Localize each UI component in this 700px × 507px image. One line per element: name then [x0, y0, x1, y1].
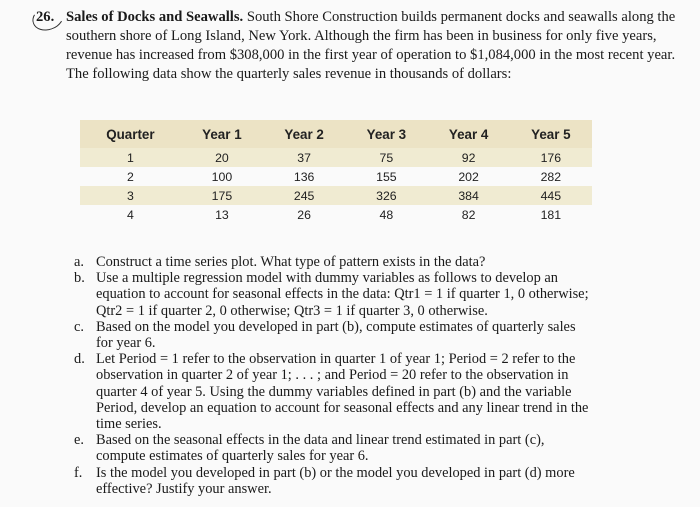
question-c — [74, 319, 594, 351]
question-letter: e. — [74, 432, 84, 449]
question-text: Let Period = 1 refer to the observation in quarter 1 of year 1; Period = 2 refer to the observation in quarter 2 of year 1; . . . ; and Period = 20 refer to the observation in quarter 4 of year 5. Using the dummy variables defined in part (b) and the variable Period, develop an equation to account for seasonal effects and any linear trend in the time series. — [96, 351, 589, 433]
pen-circle-mark — [29, 1, 67, 34]
table-cell: 13 — [181, 205, 263, 224]
table-row — [80, 167, 592, 186]
question-b — [74, 270, 594, 319]
problem-26 — [36, 8, 676, 84]
question-f — [74, 465, 594, 497]
table-cell: 282 — [510, 167, 592, 186]
question-letter: f. — [74, 464, 83, 481]
table-cell: 26 — [263, 205, 345, 224]
question-text: Construct a time series plot. What type of pattern exists in the data? — [96, 254, 486, 270]
table-cell: 82 — [428, 205, 510, 224]
question-letter: a. — [74, 254, 84, 270]
question-d — [74, 351, 594, 432]
problem-title: Sales of Docks and Seawalls. — [66, 9, 244, 25]
problem-intro — [36, 8, 676, 84]
header-year-1: Year 1 — [181, 120, 263, 148]
table-cell: 155 — [345, 167, 427, 186]
table-cell: 20 — [181, 148, 263, 167]
header-year-5: Year 5 — [510, 120, 592, 148]
table-cell: 445 — [510, 186, 592, 205]
table-cell: 4 — [80, 205, 181, 224]
header-year-4: Year 4 — [428, 120, 510, 148]
table-cell: 181 — [510, 205, 592, 224]
table-cell: 75 — [345, 148, 427, 167]
sales-table — [80, 120, 592, 224]
header-quarter: Quarter — [80, 120, 181, 148]
problem-intro-text: South Shore Construction builds permanent docks and seawalls along the southern shore of Long Island, New York. Although the firm has been in business for only five years, revenue has increased from $308,000 in the first year of operation to $1,084,000 in the most recent year. The following data show the quarterly sales revenue in thousands of dollars: — [66, 9, 676, 82]
table-cell: 37 — [263, 148, 345, 167]
question-letter: b. — [74, 270, 85, 287]
table-cell: 2 — [80, 167, 181, 186]
table-cell: 92 — [428, 148, 510, 167]
table-cell: 245 — [263, 186, 345, 205]
table-row — [80, 186, 592, 205]
table-header-row — [80, 120, 592, 148]
table-cell: 202 — [428, 167, 510, 186]
table-cell: 1 — [80, 148, 181, 167]
sales-table-wrapper — [80, 120, 592, 224]
question-list — [74, 254, 594, 497]
question-text: Use a multiple regression model with dummy variables as follows to develop an equation to account for seasonal effects in the data: Qtr1 = 1 if quarter 1, 0 otherwise; Qtr2 = 1 if quarter 2, 0 otherwise; Qtr3 = 1 if quarter 3, 0 otherwise. — [96, 270, 589, 319]
table-cell: 3 — [80, 186, 181, 205]
table-cell: 175 — [181, 186, 263, 205]
table-cell: 136 — [263, 167, 345, 186]
question-text: Based on the model you developed in part (b), compute estimates of quarterly sales for year 6. — [96, 318, 576, 352]
header-year-2: Year 2 — [263, 120, 345, 148]
question-letter: c. — [74, 318, 84, 335]
question-a — [74, 254, 594, 270]
table-cell: 384 — [428, 186, 510, 205]
table-cell: 48 — [345, 205, 427, 224]
question-letter: d. — [74, 351, 85, 368]
question-text: Is the model you developed in part (b) or the model you developed in part (d) more effective? Justify your answer. — [96, 464, 575, 497]
table-cell: 176 — [510, 148, 592, 167]
table-row — [80, 148, 592, 167]
header-year-3: Year 3 — [345, 120, 427, 148]
table-cell: 326 — [345, 186, 427, 205]
question-e — [74, 432, 594, 464]
problem-number: 26. — [36, 9, 55, 25]
question-text: Based on the seasonal effects in the data and linear trend estimated in part (c), compute estimates of quarterly sales for year 6. — [96, 432, 545, 465]
table-cell: 100 — [181, 167, 263, 186]
table-row — [80, 205, 592, 224]
